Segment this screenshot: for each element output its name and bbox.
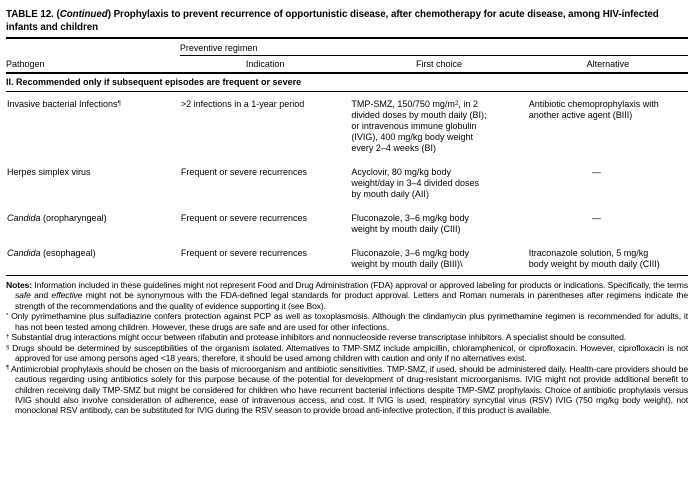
- indication-cell: Frequent or severe recurrences: [180, 213, 307, 223]
- column-header-indication: Indication: [180, 56, 351, 74]
- table-row: [6, 155, 688, 201]
- alternative-cell: Antibiotic chemoprophylaxis with another active agent (BIII): [528, 99, 659, 120]
- first-choice-cell: Fluconazole, 3–6 mg/kg body weight by mouth daily (CIII): [351, 213, 469, 234]
- indication-cell: Frequent or severe recurrences: [180, 248, 307, 258]
- column-header-alternative: Alternative: [528, 56, 688, 74]
- note-general: Notes: Information included in these guidelines might not represent Food and Drug Administration (FDA) approval or approved labeling for products or indications. Specifically, the terms safe and effective might not be synonymous with the FDA-defined legal standards for product approval. Letters and Roman numerals in parentheses after regimens indicate the strength of the recommendations and the quality of evidence supporting it (see Box).: [6, 280, 688, 311]
- pathogen-cell: Invasive bacterial Infections¶: [7, 99, 121, 109]
- first-choice-cell: Acyclovir, 80 mg/kg body weight/day in 3–4 divided doses by mouth daily (AII): [351, 167, 479, 199]
- span-header-spacer: [6, 39, 180, 56]
- footnote-asterisk: * Only pyrimethamine plus sulfadiazine confers protection against PCP as well as toxoplasmosis. Although the clindamycin plus pyrimethamine regimen is recommended for adults, it has not been tested among children. However, these drugs are safe and are used for other infections.: [6, 311, 688, 332]
- preventive-regimen-header: Preventive regimen: [180, 39, 688, 56]
- table-row: [6, 92, 688, 156]
- column-header-pathogen: Pathogen: [6, 56, 180, 74]
- alternative-cell: —: [591, 213, 601, 223]
- section-header-row: [6, 73, 688, 92]
- alternative-cell: Itraconazole solution, 5 mg/kg body weight by mouth daily (CIII): [528, 248, 660, 269]
- first-choice-cell: Fluconazole, 3–6 mg/kg body weight by mouth daily (BIII)\: [351, 248, 469, 269]
- span-header-row: [6, 39, 688, 56]
- notes-section: [6, 275, 688, 416]
- prophylaxis-table: [6, 39, 688, 271]
- table-title: TABLE 12. (Continued) Prophylaxis to prevent recurrence of opportunistic disease, after chemotherapy for acute disease, among HIV-infected infants and children: [6, 9, 688, 39]
- table-row: [6, 201, 688, 236]
- table-row: [6, 236, 688, 271]
- indication-cell: >2 infections in a 1-year period: [180, 99, 305, 109]
- footnote-section-mark: § Drugs should be determined by susceptibilities of the organism isolated. Alternatives to TMP-SMZ include ampicillin, chloramphenicol, or ciprofloxacin. However, ciprofloxacin is not approved for use among persons aged <18 years; therefore, it should be used among children with caution and only if no alternatives exist.: [6, 342, 688, 364]
- first-choice-cell: TMP-SMZ, 150/750 $mg/m^2$, in 2 divided doses by mouth daily (BI); or intravenous immune globulin (IVIG), 400 mg/kg body weight every 2–4 weeks (BI): [351, 99, 487, 153]
- pathogen-cell: Herpes simplex virus: [7, 167, 91, 177]
- column-header-first-choice: First choice: [350, 56, 527, 74]
- footnote-dagger: † Substantial drug interactions might occur between rifabutin and protease inhibitors and nonnucleoside reverse transcriptase inhibitors. A specialist should be consulted.: [6, 332, 626, 343]
- indication-cell: Frequent or severe recurrences: [180, 167, 307, 177]
- pathogen-cell: Candida (oropharyngeal): [7, 213, 107, 223]
- alternative-cell: —: [591, 167, 601, 177]
- column-header-row: [6, 56, 688, 74]
- pathogen-cell: Candida (esophageal): [7, 248, 96, 258]
- section-header: II. Recommended only if subsequent episodes are frequent or severe: [6, 73, 688, 92]
- footnote-pilcrow: ¶ Antimicrobial prophylaxis should be chosen on the basis of microorganism and antibiotic sensitivities. TMP-SMZ, if used, should be administered daily. Health-care providers should be cautious regarding using antibiotics solely for this purpose because of the potential for development of drug-resistant microorganisms. IVIG might not provide additional benefit to children receiving daily TMP-SMZ but might be considered for children who have recurrent bacterial infections despite TMP-SMZ prophylaxis. Choice of antibiotic prophylaxis versus IVIG should also involve consideration of adherence, ease of intravenous access, and cost. If IVIG is used, respiratory syncytial virus (RSV) IVIG (750 mg/kg body weight), not monoclonal RSV antibody, can be substituted for IVIG during the RSV season to provide broad anti-infective protection, if this product is available.: [6, 363, 688, 416]
